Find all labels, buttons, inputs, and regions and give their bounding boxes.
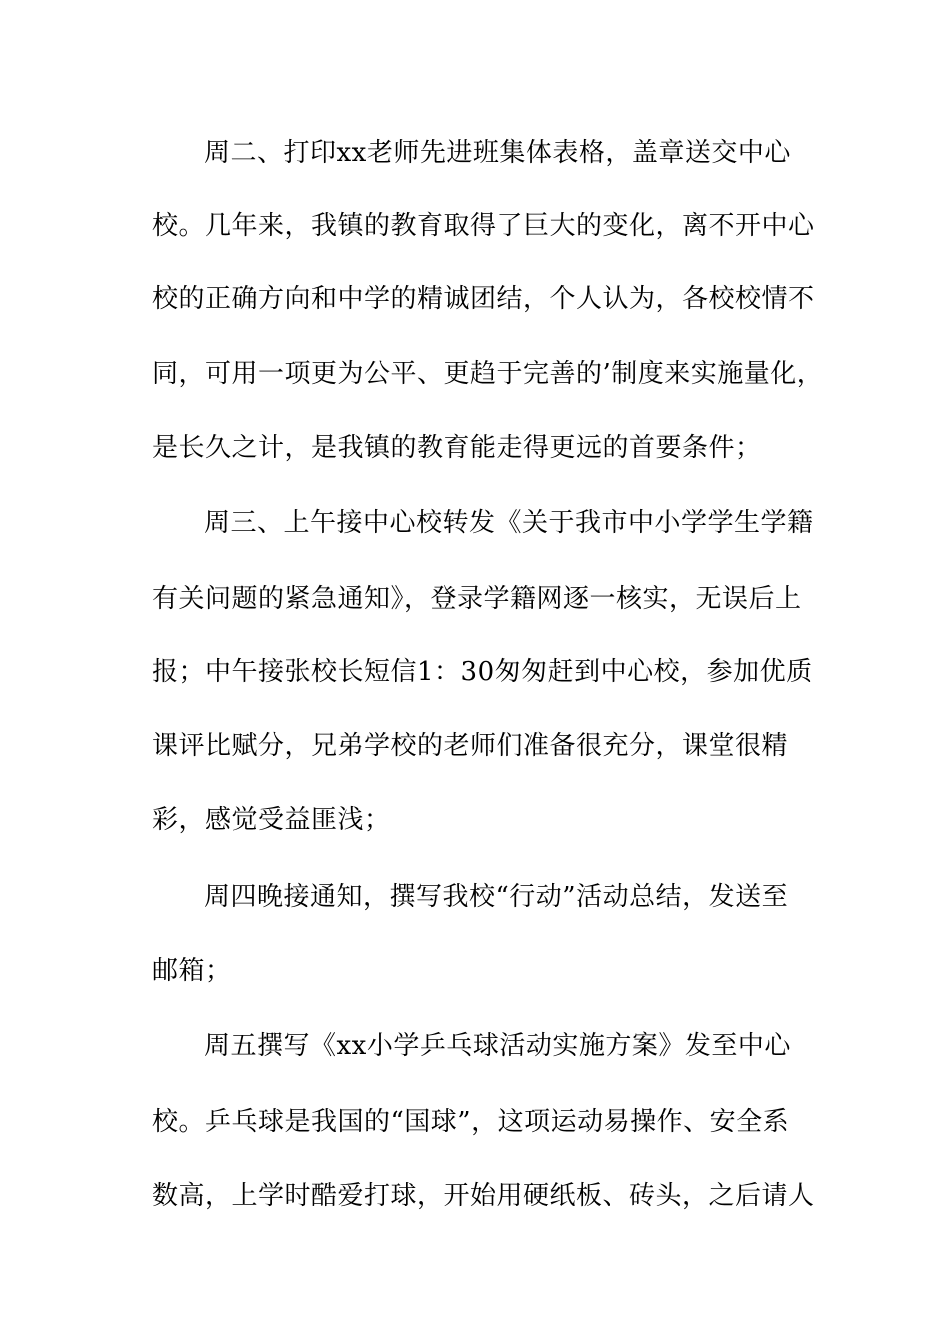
paragraph-line: 周二、打印xx老师先进班集体表格，盖章送交中心 <box>204 138 791 168</box>
paragraph-line: 校的正确方向和中学的精诚团结，个人认为，各校校情不 <box>152 284 815 314</box>
paragraph-line: 同，可用一项更为公平、更趋于完善的’制度来实施量化， <box>152 359 824 389</box>
paragraph-line: 周四晚接通知，撰写我校“行动”活动总结，发送至 <box>204 882 789 912</box>
paragraph-line: 有关问题的紧急通知》，登录学籍网逐一核实，无误后上 <box>152 584 802 614</box>
paragraph-line: 报；中午接张校长短信1：30匆匆赶到中心校，参加优质 <box>152 657 813 687</box>
paragraph-line: 校。几年来，我镇的教育取得了巨大的变化，离不开中心 <box>152 211 815 241</box>
paragraph-line: 校。乒乓球是我国的“国球”，这项运动易操作、安全系 <box>152 1107 790 1137</box>
paragraph-line: 课评比赋分，兄弟学校的老师们准备很充分，课堂很精 <box>152 731 789 761</box>
paragraph-line: 数高，上学时酷爱打球，开始用硬纸板、砖头，之后请人 <box>152 1181 815 1211</box>
paragraph-line: 彩，感觉受益匪浅； <box>152 805 391 835</box>
paragraph-line: 周三、上午接中心校转发《关于我市中小学学生学籍 <box>204 508 814 538</box>
paragraph-line: 是长久之计，是我镇的教育能走得更远的首要条件； <box>152 433 762 463</box>
paragraph-line: 邮箱； <box>152 956 232 986</box>
paragraph-line: 周五撰写《xx小学乒乓球活动实施方案》发至中心 <box>204 1031 791 1061</box>
